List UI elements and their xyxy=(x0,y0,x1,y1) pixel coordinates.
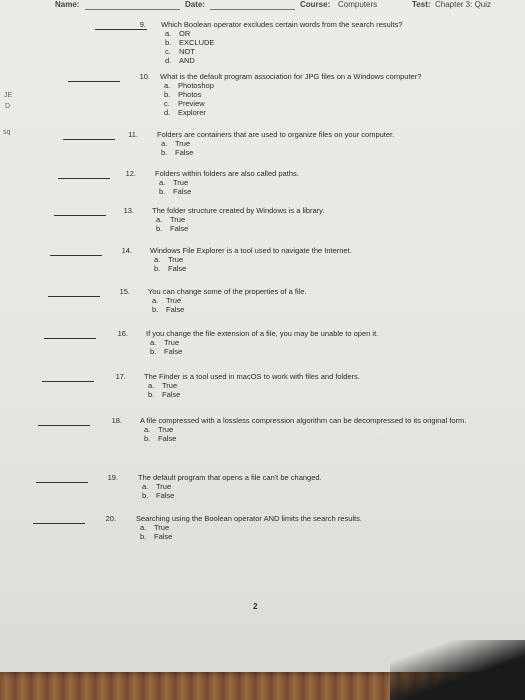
answer-option xyxy=(155,178,515,187)
question-body xyxy=(150,246,510,273)
option-letter: b. xyxy=(164,90,171,99)
option-text: False xyxy=(173,187,192,196)
answer-option xyxy=(138,491,498,500)
question-number: 17. xyxy=(115,372,126,381)
answer-option xyxy=(160,81,520,90)
question-number: 11. xyxy=(128,130,138,139)
answer-blank[interactable] xyxy=(42,381,94,382)
answer-option xyxy=(140,425,500,434)
margin-mark: JE xyxy=(4,92,13,99)
question-text: Which Boolean operator excludes certain words from the search results? xyxy=(161,20,403,29)
test-label: Test: xyxy=(412,0,431,9)
answer-option xyxy=(144,390,504,399)
question-body xyxy=(161,20,521,65)
answer-blank[interactable] xyxy=(48,296,100,297)
question-body xyxy=(160,72,520,117)
option-text: False xyxy=(168,264,187,273)
question-body xyxy=(155,169,515,196)
answer-blank[interactable] xyxy=(50,255,102,256)
answer-option xyxy=(160,90,520,99)
margin-mark: sq xyxy=(3,129,11,136)
question-number: 18. xyxy=(111,416,122,425)
shadow-corner xyxy=(390,640,525,700)
option-text: AND xyxy=(179,56,195,65)
question-body xyxy=(138,473,498,500)
question-text: A file compressed with a lossless compression algorithm can be decompressed to its original form. xyxy=(140,416,467,425)
answer-blank[interactable] xyxy=(33,523,85,524)
answer-option xyxy=(140,434,500,443)
question-number: 16. xyxy=(117,329,128,338)
question-body xyxy=(140,416,500,443)
answer-option xyxy=(136,523,496,532)
answer-option xyxy=(148,296,508,305)
date-label: Date: xyxy=(185,0,206,9)
course-value: Computers xyxy=(338,0,378,9)
option-letter: b. xyxy=(144,434,151,443)
question-number: 19. xyxy=(107,473,118,482)
answer-option xyxy=(155,187,515,196)
option-letter: a. xyxy=(156,215,163,224)
answer-option xyxy=(148,305,508,314)
option-letter: d. xyxy=(164,108,171,117)
option-letter: a. xyxy=(144,425,151,434)
option-letter: b. xyxy=(159,187,166,196)
answer-option xyxy=(157,148,517,157)
option-text: True xyxy=(156,482,172,491)
option-letter: a. xyxy=(164,81,171,90)
option-text: True xyxy=(170,215,186,224)
question-number: 20. xyxy=(105,514,116,523)
option-letter: a. xyxy=(154,255,161,264)
question-number: 15. xyxy=(119,287,130,296)
answer-blank[interactable] xyxy=(44,338,96,339)
question-text: Windows File Explorer is a tool used to navigate the Internet. xyxy=(150,246,352,255)
option-letter: a. xyxy=(165,29,172,38)
option-text: OR xyxy=(179,29,191,38)
option-letter: c. xyxy=(165,47,171,56)
option-letter: b. xyxy=(165,38,172,47)
question-text: Folders are containers that are used to organize files on your computer. xyxy=(157,130,395,139)
option-text: False xyxy=(154,532,173,541)
question-body xyxy=(146,329,506,356)
option-text: True xyxy=(168,255,184,264)
option-text: False xyxy=(158,434,177,443)
answer-option xyxy=(150,255,510,264)
option-letter: b. xyxy=(140,532,147,541)
question-number: 10. xyxy=(139,72,150,81)
answer-blank[interactable] xyxy=(95,29,147,30)
answer-option xyxy=(150,264,510,273)
answer-option xyxy=(146,338,506,347)
answer-option xyxy=(161,38,521,47)
option-text: True xyxy=(173,178,189,187)
question-text: If you change the file extension of a file, you may be unable to open it. xyxy=(146,329,379,338)
option-text: False xyxy=(164,347,183,356)
answer-blank[interactable] xyxy=(54,215,106,216)
question-body xyxy=(152,206,512,233)
option-text: False xyxy=(166,305,185,314)
question-number: 12. xyxy=(125,169,136,178)
answer-blank[interactable] xyxy=(68,81,120,82)
option-letter: a. xyxy=(161,139,168,148)
answer-option xyxy=(161,56,521,65)
question-text: The default program that opens a file can't be changed. xyxy=(138,473,322,482)
margin-mark: D xyxy=(5,103,11,110)
question-number: 13. xyxy=(123,206,134,215)
test-value: Chapter 3: Quiz xyxy=(435,0,492,9)
answer-option xyxy=(161,47,521,56)
option-text: Photoshop xyxy=(178,81,214,90)
option-letter: a. xyxy=(142,482,149,491)
question-text: Folders within folders are also called paths. xyxy=(155,169,299,178)
answer-option xyxy=(160,108,520,117)
question-text: The Finder is a tool used in macOS to work with files and folders. xyxy=(144,372,360,381)
option-text: True xyxy=(175,139,191,148)
answer-option xyxy=(152,224,512,233)
option-text: Preview xyxy=(178,99,205,108)
answer-option xyxy=(146,347,506,356)
answer-option xyxy=(144,381,504,390)
option-letter: b. xyxy=(154,264,161,273)
question-text: What is the default program association for JPG files on a Windows computer? xyxy=(160,72,422,81)
option-text: False xyxy=(162,390,181,399)
page-number: 2 xyxy=(253,602,258,611)
option-text: NOT xyxy=(179,47,195,56)
answer-option xyxy=(160,99,520,108)
question-number: 14. xyxy=(121,246,132,255)
option-letter: a. xyxy=(152,296,159,305)
option-text: False xyxy=(175,148,194,157)
option-letter: a. xyxy=(140,523,147,532)
option-text: True xyxy=(164,338,180,347)
answer-blank[interactable] xyxy=(58,178,110,179)
answer-option xyxy=(157,139,517,148)
option-letter: a. xyxy=(159,178,166,187)
question-body xyxy=(136,514,496,541)
name-label: Name: xyxy=(55,0,80,9)
option-letter: b. xyxy=(156,224,163,233)
question-text: Searching using the Boolean operator AND limits the search results. xyxy=(136,514,362,523)
option-letter: b. xyxy=(152,305,159,314)
option-text: Photos xyxy=(178,90,202,99)
question-number: 9. xyxy=(139,20,146,29)
course-label: Course: xyxy=(300,0,331,9)
option-text: False xyxy=(156,491,175,500)
option-letter: a. xyxy=(148,381,155,390)
question-body xyxy=(144,372,504,399)
option-letter: d. xyxy=(165,56,172,65)
question-body xyxy=(157,130,517,157)
option-letter: a. xyxy=(150,338,157,347)
option-text: EXCLUDE xyxy=(179,38,215,47)
option-letter: b. xyxy=(161,148,168,157)
option-letter: c. xyxy=(164,99,170,108)
question-text: The folder structure created by Windows is a library. xyxy=(152,206,325,215)
answer-blank[interactable] xyxy=(36,482,88,483)
answer-blank[interactable] xyxy=(63,139,115,140)
option-letter: b. xyxy=(148,390,155,399)
option-text: True xyxy=(158,425,174,434)
answer-option xyxy=(136,532,496,541)
option-text: True xyxy=(154,523,170,532)
option-letter: b. xyxy=(142,491,149,500)
option-text: False xyxy=(170,224,189,233)
answer-option xyxy=(138,482,498,491)
question-body xyxy=(148,287,508,314)
question-text: You can change some of the properties of a file. xyxy=(148,287,307,296)
option-text: Explorer xyxy=(178,108,206,117)
answer-blank[interactable] xyxy=(38,425,90,426)
option-text: True xyxy=(162,381,178,390)
answer-option xyxy=(152,215,512,224)
answer-option xyxy=(161,29,521,38)
option-text: True xyxy=(166,296,182,305)
option-letter: b. xyxy=(150,347,157,356)
